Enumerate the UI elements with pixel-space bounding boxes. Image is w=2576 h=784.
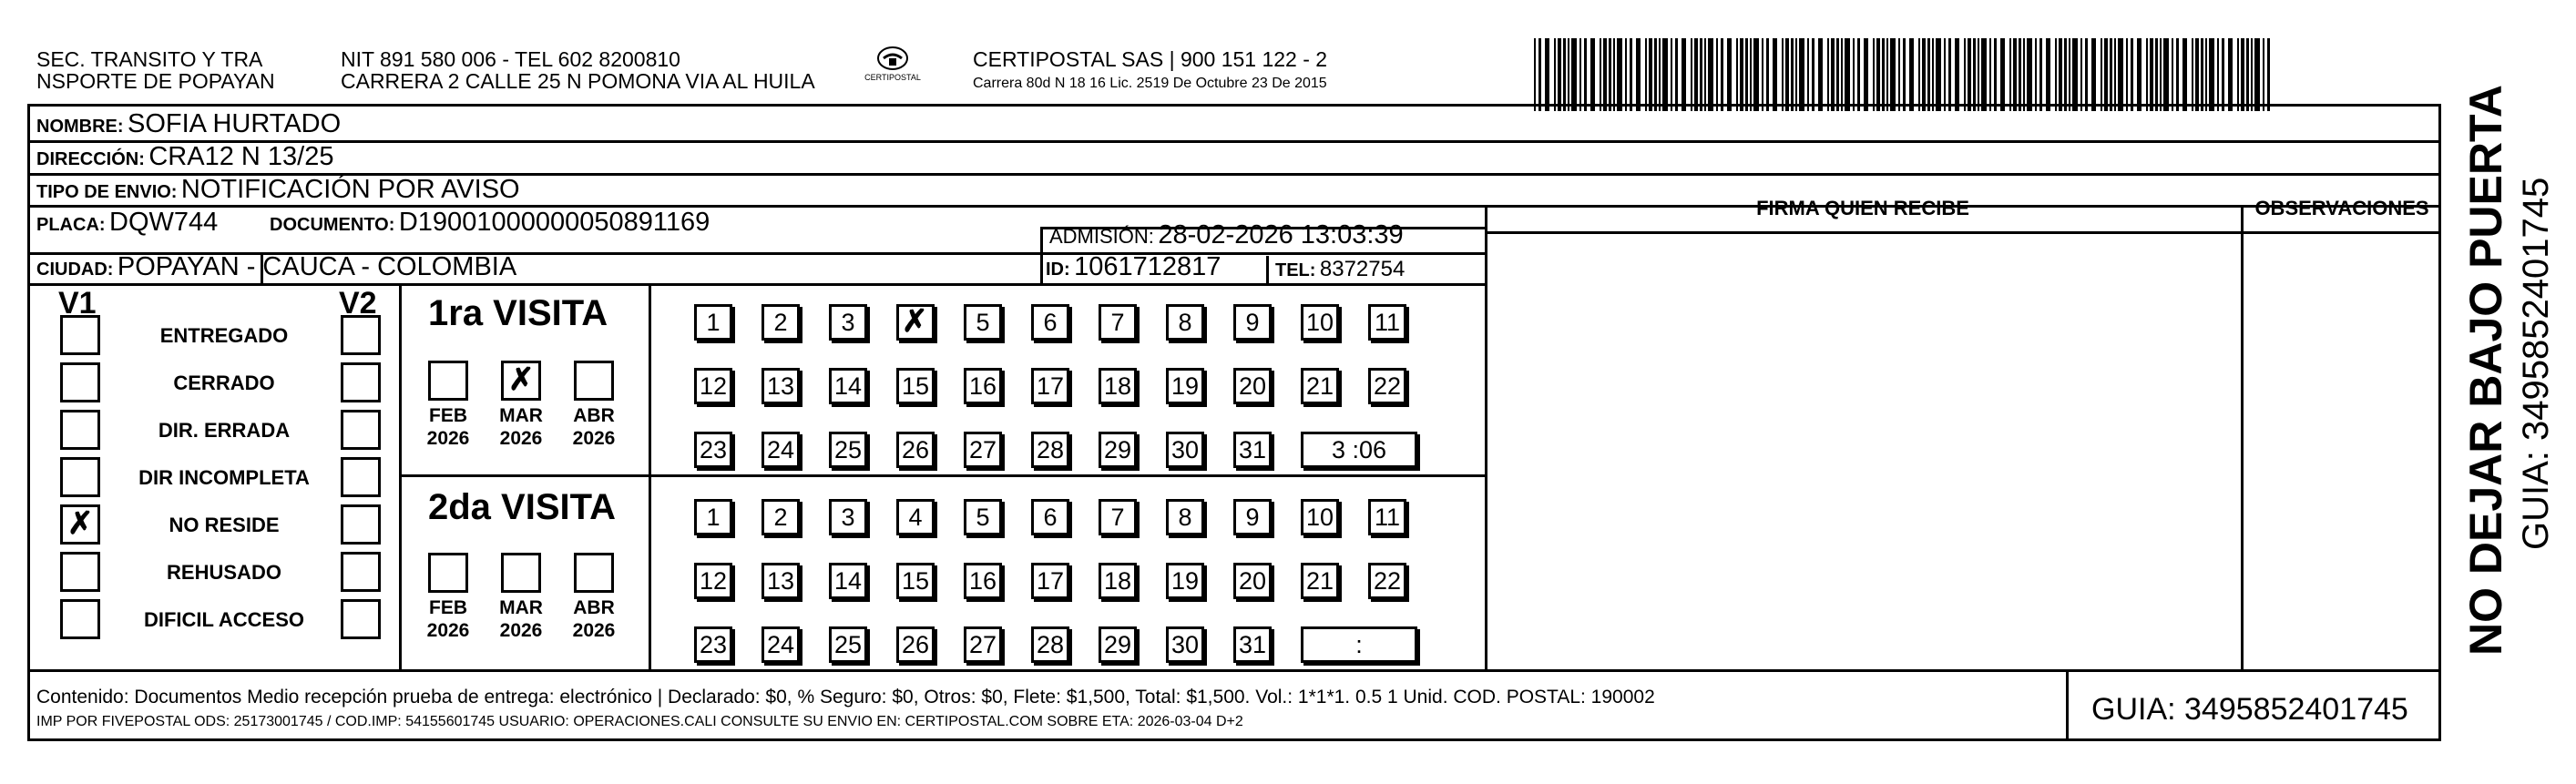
visit1-day-25[interactable]: 25 xyxy=(829,432,867,468)
visit2-day-16[interactable]: 16 xyxy=(964,563,1002,599)
visit2-day-17[interactable]: 17 xyxy=(1031,563,1069,599)
visit2-day-29[interactable]: 29 xyxy=(1099,626,1137,663)
visit2-day-7[interactable]: 7 xyxy=(1099,499,1137,535)
visit1-time-field[interactable]: 3 :06 xyxy=(1301,432,1417,468)
issuer-line2: NSPORTE DE POPAYAN xyxy=(36,69,275,93)
visit1-day-check-mark: ✗ xyxy=(902,304,928,339)
status-label-rehusado: REHUSADO xyxy=(167,561,281,584)
tipo-value: NOTIFICACIÓN POR AVISO xyxy=(180,175,520,204)
placa-label: PLACA: xyxy=(36,215,106,235)
id-field xyxy=(1046,250,1221,288)
visit1-day-6[interactable]: 6 xyxy=(1031,304,1069,341)
direccion-label: DIRECCIÓN: xyxy=(36,149,145,169)
id-value: 1061712817 xyxy=(1074,252,1222,281)
visit2-day-11[interactable]: 11 xyxy=(1368,499,1406,535)
documento-value: D19001000000050891169 xyxy=(398,208,710,237)
tipo-field xyxy=(36,173,520,210)
status-label-no-reside: NO RESIDE xyxy=(169,514,280,536)
direccion-field xyxy=(36,140,333,178)
visit1-day-10[interactable]: 10 xyxy=(1301,304,1339,341)
visit1-day-11[interactable]: 11 xyxy=(1368,304,1406,341)
visit1-day-7[interactable]: 7 xyxy=(1099,304,1137,341)
visit2-month-label-2: MAR 2026 xyxy=(499,597,543,641)
visit1-month-label-2: MAR 2026 xyxy=(499,405,543,449)
visit2-day-1[interactable]: 1 xyxy=(694,499,732,535)
visit1-day-31[interactable]: 31 xyxy=(1233,432,1272,468)
tel-value: 8372754 xyxy=(1319,257,1406,281)
status-label-entregado: ENTREGADO xyxy=(159,324,289,347)
visit1-month-label-3: ABR 2026 xyxy=(572,405,616,449)
id-label: ID: xyxy=(1046,260,1070,280)
visit2-month-box-1[interactable] xyxy=(428,553,468,593)
visit1-day-1[interactable]: 1 xyxy=(694,304,732,341)
barcode xyxy=(1534,38,2274,111)
visit1-day-8[interactable]: 8 xyxy=(1166,304,1204,341)
visit2-day-9[interactable]: 9 xyxy=(1233,499,1272,535)
status-label-cerrado: CERRADO xyxy=(173,372,275,394)
nombre-label: NOMBRE: xyxy=(36,117,124,137)
visit2-day-27[interactable]: 27 xyxy=(964,626,1002,663)
visit2-day-2[interactable]: 2 xyxy=(762,499,800,535)
visit1-day-14[interactable]: 14 xyxy=(829,368,867,404)
ciudad-label: CIUDAD: xyxy=(36,260,114,280)
visit1-day-19[interactable]: 19 xyxy=(1166,368,1204,404)
visit2-day-23[interactable]: 23 xyxy=(694,626,732,663)
tel-field xyxy=(1275,253,1405,289)
visit1-day-22[interactable]: 22 xyxy=(1368,368,1406,404)
nit-line1: NIT 891 580 006 - TEL 602 8200810 xyxy=(341,47,680,71)
v1-header: V1 xyxy=(58,286,97,321)
visit2-day-4[interactable]: 4 xyxy=(896,499,935,535)
visit2-day-19[interactable]: 19 xyxy=(1166,563,1204,599)
visit2-day-10[interactable]: 10 xyxy=(1301,499,1339,535)
admision-value: 28-02-2026 13:03:39 xyxy=(1158,220,1404,249)
visit1-day-13[interactable]: 13 xyxy=(762,368,800,404)
company-line1: CERTIPOSTAL SAS | 900 151 122 - 2 xyxy=(973,47,1328,71)
side-warning: NO DEJAR BAJO PUERTA xyxy=(2460,85,2511,656)
placa-field xyxy=(36,206,218,243)
visit2-day-26[interactable]: 26 xyxy=(896,626,935,663)
visit2-day-28[interactable]: 28 xyxy=(1031,626,1069,663)
visit1-day-28[interactable]: 28 xyxy=(1031,432,1069,468)
status-label-dir-incompleta: DIR INCOMPLETA xyxy=(138,466,310,489)
visit1-month-check-mark: ✗ xyxy=(508,362,535,397)
v2-header: V2 xyxy=(339,286,377,321)
visit2-day-18[interactable]: 18 xyxy=(1099,563,1137,599)
footer-guia: GUIA: 3495852401745 xyxy=(2091,692,2408,727)
visit2-day-5[interactable]: 5 xyxy=(964,499,1002,535)
visit1-day-23[interactable]: 23 xyxy=(694,432,732,468)
visit2-day-3[interactable]: 3 xyxy=(829,499,867,535)
documento-field xyxy=(270,206,710,243)
visit2-day-31[interactable]: 31 xyxy=(1233,626,1272,663)
documento-label: DOCUMENTO: xyxy=(270,215,395,235)
visit2-day-8[interactable]: 8 xyxy=(1166,499,1204,535)
visit2-day-22[interactable]: 22 xyxy=(1368,563,1406,599)
issuer-line1: SEC. TRANSITO Y TRA xyxy=(36,47,263,71)
tipo-label: TIPO DE ENVIO: xyxy=(36,182,178,202)
visit1-day-16[interactable]: 16 xyxy=(964,368,1002,404)
signature-area[interactable] xyxy=(1488,235,2237,667)
visit1-month-box-3[interactable] xyxy=(574,361,614,401)
visit1-day-3[interactable]: 3 xyxy=(829,304,867,341)
visit1-day-5[interactable]: 5 xyxy=(964,304,1002,341)
visit1-month-box-1[interactable] xyxy=(428,361,468,401)
nombre-field xyxy=(36,107,341,145)
certipostal-logo-icon xyxy=(856,42,929,95)
visit1-day-12[interactable]: 12 xyxy=(694,368,732,404)
ciudad-field xyxy=(36,250,516,288)
admision-label: ADMISIÓN: xyxy=(1049,225,1154,248)
visit1-day-24[interactable]: 24 xyxy=(762,432,800,468)
visit2-month-label-3: ABR 2026 xyxy=(572,597,616,641)
visit1-day-30[interactable]: 30 xyxy=(1166,432,1204,468)
visit2-day-13[interactable]: 13 xyxy=(762,563,800,599)
tel-label: TEL: xyxy=(1275,260,1316,280)
visit1-day-2[interactable]: 2 xyxy=(762,304,800,341)
nombre-value: SOFIA HURTADO xyxy=(128,109,342,138)
footer-content-line: Contenido: Documentos Medio recepción prueba de entrega: electrónico | Declarado: $0, % Seguro: $0, Otros: $0, Flete: $1,500, Total: $1,500. Vol.: 1*1*1. 0.5 1 Unid. COD. POSTAL: 190002 xyxy=(36,687,1655,708)
visit1-day-9[interactable]: 9 xyxy=(1233,304,1272,341)
firma-header: FIRMA QUIEN RECIBE xyxy=(1756,197,1969,219)
footer-print-line: IMP POR FIVEPOSTAL ODS: 25173001745 / COD.IMP: 54155601745 USUARIO: OPERACIONES.CALI CONSULTE SU ENVIO EN: CERTIPOSTAL.COM SOBRE ETA: 2026-03-04 D+2 xyxy=(36,714,1243,729)
visit2-day-15[interactable]: 15 xyxy=(896,563,935,599)
visit1-day-29[interactable]: 29 xyxy=(1099,432,1137,468)
nit-line2: CARRERA 2 CALLE 25 N POMONA VIA AL HUILA xyxy=(341,69,815,93)
placa-value: DQW744 xyxy=(109,208,219,237)
visit1-day-15[interactable]: 15 xyxy=(896,368,935,404)
direccion-value: CRA12 N 13/25 xyxy=(148,142,334,171)
visit1-day-20[interactable]: 20 xyxy=(1233,368,1272,404)
v1-check-mark: ✗ xyxy=(67,506,94,541)
visit1-day-17[interactable]: 17 xyxy=(1031,368,1069,404)
visit1-title: 1ra VISITA xyxy=(428,293,608,333)
visit2-title: 2da VISITA xyxy=(428,487,616,527)
observations-area[interactable] xyxy=(2244,235,2438,667)
status-label-dificil-acceso: DIFICIL ACCESO xyxy=(143,608,304,631)
company-line2: Carrera 80d N 18 16 Lic. 2519 De Octubre 23 De 2015 xyxy=(973,76,1327,91)
visit2-month-box-2[interactable] xyxy=(501,553,541,593)
visit1-month-label-1: FEB 2026 xyxy=(426,405,470,449)
visit1-day-26[interactable]: 26 xyxy=(896,432,935,468)
visit2-day-30[interactable]: 30 xyxy=(1166,626,1204,663)
visit2-day-20[interactable]: 20 xyxy=(1233,563,1272,599)
ciudad-value: POPAYAN - CAUCA - COLOMBIA xyxy=(117,252,517,281)
visit1-day-27[interactable]: 27 xyxy=(964,432,1002,468)
visit2-day-21[interactable]: 21 xyxy=(1301,563,1339,599)
visit2-time-field[interactable]: : xyxy=(1301,626,1417,663)
visit2-day-14[interactable]: 14 xyxy=(829,563,867,599)
visit2-month-label-1: FEB 2026 xyxy=(426,597,470,641)
visit2-day-24[interactable]: 24 xyxy=(762,626,800,663)
visit2-day-6[interactable]: 6 xyxy=(1031,499,1069,535)
visit2-day-12[interactable]: 12 xyxy=(694,563,732,599)
status-label-dir-errada: DIR. ERRADA xyxy=(158,419,291,442)
visit2-day-25[interactable]: 25 xyxy=(829,626,867,663)
observaciones-header: OBSERVACIONES xyxy=(2254,197,2429,219)
logo-text: CERTIPOSTAL xyxy=(864,73,921,82)
visit1-day-18[interactable]: 18 xyxy=(1099,368,1137,404)
visit2-month-box-3[interactable] xyxy=(574,553,614,593)
visit1-day-21[interactable]: 21 xyxy=(1301,368,1339,404)
side-guia: GUIA: 3495852401745 xyxy=(2516,177,2556,550)
